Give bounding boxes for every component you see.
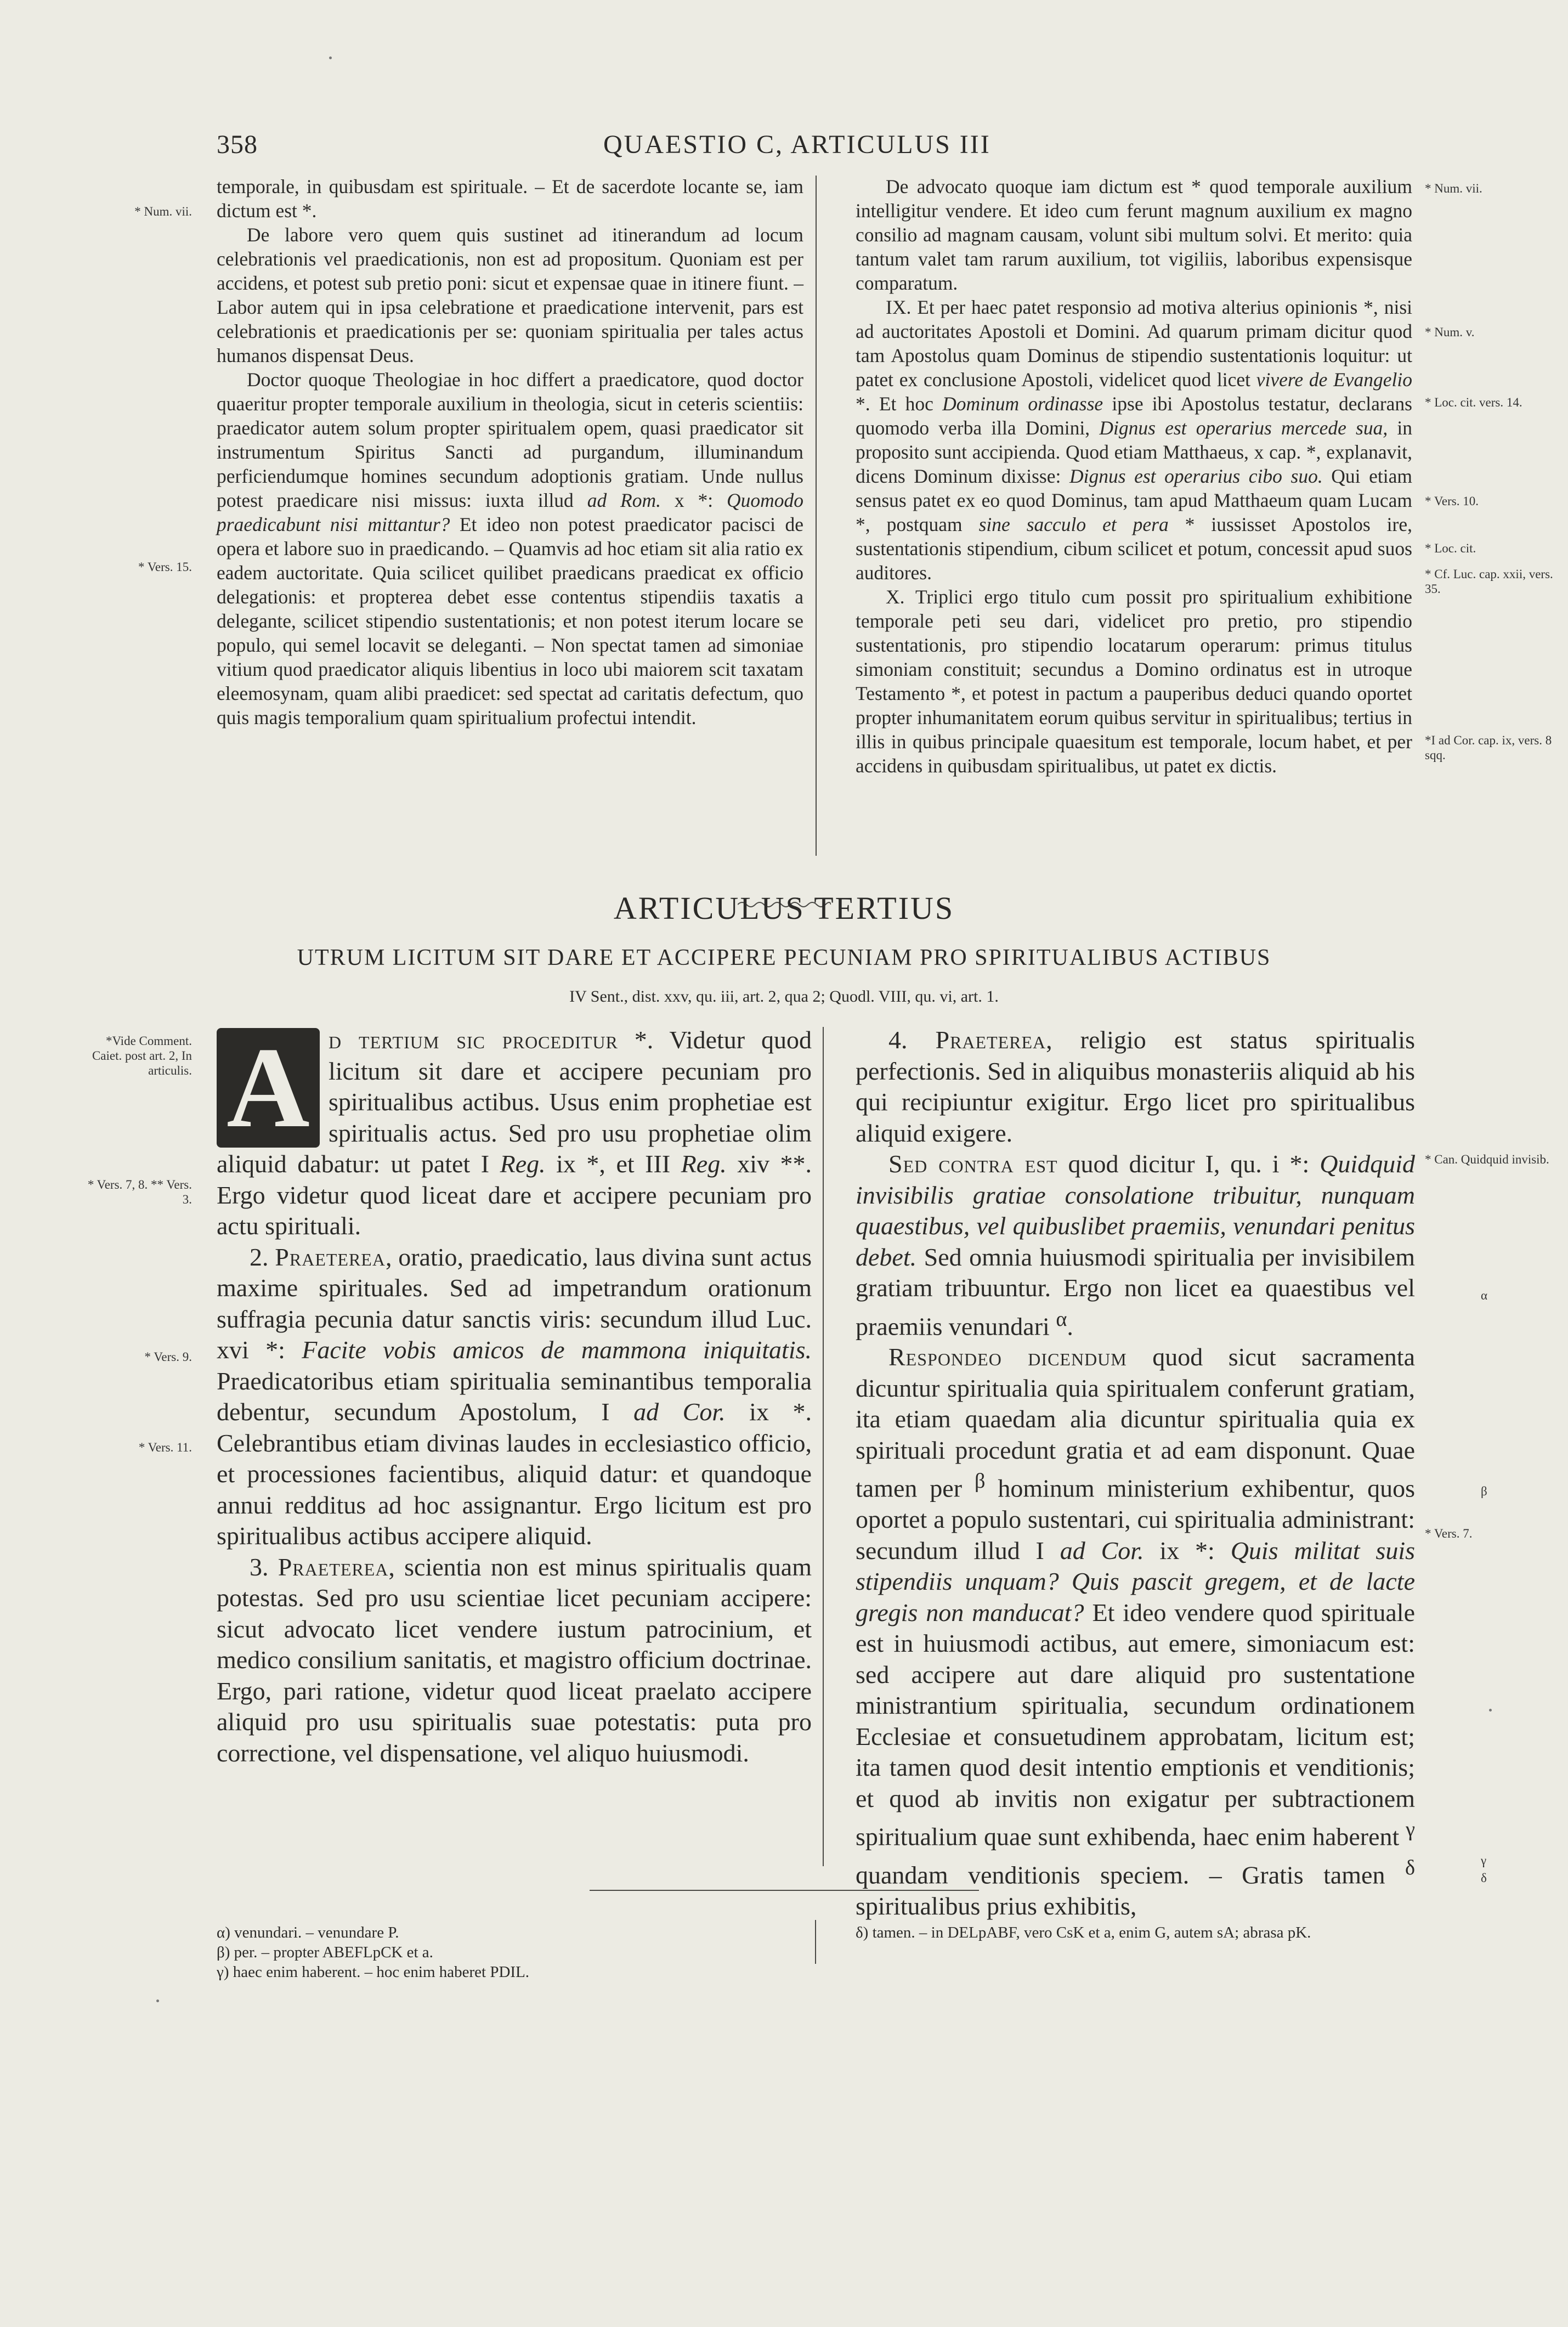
margin-note-right: * Vers. 10. [1425, 494, 1479, 508]
paragraph: Doctor quoque Theologiae in hoc differt a praedicatore, quod doctor quaeritur propter temporale auxilium in theologia, sicut in ceteris scientiis: praedicator autem solum propter spiritualem opem, quasi praedicator sit instrumentum Spiritus Sancti ad purgandum, illuminandum perficiendumque homines secundum adoptionis gratiam. Unde nullus potest praedicare nisi missus: iuxta illud ad Rom. x *: Quomodo praedicabunt nisi mittantur? Et ideo non potest praedicator pacisci de opera et labore suo in praedicando. – Quamvis ad hoc etiam sit alia ratio ex eadem auctoritate. Quia scilicet quilibet praedicans praedicat ex officio delegationis: et propterea debet esse contentus stipendiis taxatis a delegante, scilicet stipendio sustentationis; et non potest iterum locare se populo, qui semel locavit se deleganti. – Non spectat tamen ad simoniae vitium quod praedicator aliquis libentius in loco ubi maiorem scit taxatam eleemosynam, quam alibi praedicet: sed spectat ad caritatis defectum, quo quis magis temporalium quam spiritualium profectui intendit. [217, 369, 803, 728]
footnote: β) per. – propter ABEFLpCK et a. [217, 1944, 433, 1961]
top-right-column [856, 174, 1412, 778]
paragraph: A d tertium sic proceditur *. Videtur quod licitum sit dare et accipere pecuniam pro spiritualibus actibus. Usus enim prophetiae est spiritualis actus. Sed pro usu prophetiae olim aliquid dabatur: ut patet I Reg. ix *, et III Reg. xiv **. Ergo videtur quod liceat dare et accipere pecuniam pro actu spirituali. [217, 1024, 812, 1240]
paragraph: IX. Et per haec patet responsio ad motiva alterius opinionis *, nisi ad auctoritates Apostoli et Domini. Ad quarum primam dicitur quod tam Apostolus quam Dominus de stipendio sustentationis loquitur: ut patet ex conclusione Apostoli, videlicet quod licet vivere de Evangelio *. Et hoc Dominum ordinasse ipse ibi Apostolus testatur, declarans quomodo verba illa Domini, Dignus est operarius mercede sua, in proposito sunt accipienda. Quod etiam Matthaeus, x cap. *, explanavit, dicens Dominum dixisse: Dignus est operarius cibo suo. Qui etiam sensus patet ex eo quod Dominus, tam apud Matthaeum quam Lucam *, postquam sine sacculo et pera * iussisset Apostolos ire, sustentationis stipendium, cibum scilicet et potum, concessit apud suos auditores. [856, 296, 1412, 584]
dropcap-initial: A [217, 1028, 320, 1148]
footnote: γ) haec enim haberent. – hoc enim haberet PDIL. [217, 1963, 530, 1981]
margin-note-right: γ [1481, 1854, 1487, 1867]
main-right-column [856, 1025, 1415, 1922]
speck [156, 2000, 159, 2002]
main-left-column [217, 1025, 812, 1769]
footnote-divider [815, 1920, 816, 1964]
margin-note-right: * Vers. 7. [1425, 1527, 1473, 1540]
margin-note-left: * Vers. 15. [138, 560, 192, 574]
footnotes-left [217, 1923, 801, 1982]
margin-note-right: * Loc. cit. [1425, 541, 1476, 555]
paragraph: X. Triplici ergo titulo cum possit pro spiritualium exhibitione temporale peti seu dari, videlicet pro pretio, pro stipendio sustentationis, pro stipendio locatarum operarum: primus titulus simoniam constituit; secundus a Domino ordinatus est in utroque Testamento *, et potest in pactum a pauperibus deduci quando oportet propter inhumanitatem eorum quibus servitur in spiritualibus; tertius in illis in quibus principale quaesitum est temporale, locum habet, et per accidens in quibusdam spiritualibus, ut patet ex dictis. [856, 586, 1412, 777]
paragraph: 3. Praeterea, scientia non est minus spiritualis quam potestas. Sed pro usu scientiae licet pecuniam accipere: sicut advocato licet vendere iustum patrocinium, et medico consilium sanitatis, et magistro officium doctrinae. Ergo, pari ratione, videtur quod liceat praelato accipere aliquid pro usu spiritualis suae potestatis: puta pro correctione, vel dispensatione, vel aliquo huiusmodi. [217, 1552, 812, 1767]
margin-note-right: * Num. v. [1425, 325, 1475, 339]
article-subtitle: UTRUM LICITUM SIT DARE ET ACCIPERE PECUNIAM PRO SPIRITUALIBUS ACTIBUS [297, 945, 1271, 970]
speck [1489, 1709, 1492, 1712]
running-title: QUAESTIO C, ARTICULUS III [603, 130, 991, 159]
paragraph: De advocato quoque iam dictum est * quod temporale auxilium intelligitur vendere. Et ideo cum ferunt magnum auxilium ex magno consilio ad magnam causam, volunt sibi multum solvi. Et merito: quia tantum valet tam rarum auxilium, tot vigiliis, laboribus expensisque comparatum. [856, 176, 1412, 294]
article-reference: IV Sent., dist. xxv, qu. iii, art. 2, qua 2; Quodl. VIII, qu. vi, art. 1. [569, 987, 999, 1006]
column-divider [816, 176, 817, 856]
margin-note-left: * Vers. 9. [144, 1350, 192, 1364]
margin-note-left: * Vers. 11. [138, 1441, 192, 1454]
footnote-rule [590, 1890, 979, 1891]
margin-note-left: * Num. vii. [134, 205, 192, 218]
page-number: 358 [217, 130, 258, 159]
paragraph: temporale, in quibusdam est spirituale. – Et de sacerdote locante se, iam dictum est *. [217, 176, 803, 222]
margin-note-right: *I ad Cor. cap. ix, vers. 8 sqq. [1425, 733, 1552, 762]
footnotes-right [856, 1923, 1415, 1942]
margin-note-left: * Vers. 7, 8. ** Vers. 3. [87, 1178, 192, 1206]
paragraph: Respondeo dicendum quod sicut sacramenta dicuntur spiritualia quia spiritualem conferunt gratiam, ita etiam quaedam alia dicuntur spiritualia quia ex spirituali procedunt gratia et ad eam disponunt. Quae tamen per $^\beta$ hominum ministerium exhibentur, quos oportet a populo sustentari, cui spiritualia administrant: secundum illud I ad Cor. ix *: Quis militat suis stipendiis unquam? Quis pascit gregem, et de lacte gregis non manducat? Et ideo vendere quod spirituale est in huiusmodi actibus, aut emere, simoniacum est: sed accipere aut dare aliquid pro sustentatione ministrantium spiritualia, secundum ordinationem Ecclesiae et consuetudinem approbatam, licitum est; ita tamen quod desit intentio emptionis et venditionis; et quod ab invitis non exigatur per subtractionem spiritualium quae sunt exhibenda, haec enim haberent $^\gamma$ quandam venditionis speciem. – Gratis tamen $^\delta$ spiritualibus prius exhibitis, [856, 1343, 1416, 1920]
margin-note-right: α [1481, 1289, 1488, 1302]
paragraph: Sed contra est quod dicitur I, qu. i *: Quidquid invisibilis gratiae consolatione tribuitur, nunquam quaestibus, vel quibuslibet praemiis, venundari penitus debet. Sed omnia huiusmodi spiritualia per invisibilem gratiam tribuuntur. Ergo non licet ea quaestibus vel praemiis venundari $^\alpha$. [856, 1150, 1415, 1340]
paragraph: De labore vero quem quis sustinet ad itinerandum ad locum celebrationis vel praedicationis, non est ad propositum. Quoniam est per accidens, et potest sub pretio poni: sicut et expensae quae in itinere fiunt. – Labor autem qui in ipsa celebratione et praedicatione intervenit, pars est celebrationis et praedicationis per se: quoniam spiritualia per tales actus humanos dispensat Deus. [217, 224, 803, 366]
margin-note-right: β [1481, 1484, 1487, 1498]
margin-note-right: * Can. Quidquid invisib. [1425, 1153, 1549, 1166]
margin-note-right: * Num. vii. [1425, 182, 1482, 195]
speck [329, 57, 332, 59]
top-left-column [217, 174, 803, 730]
margin-note-right: δ [1481, 1871, 1487, 1885]
margin-note-right: * Loc. cit. vers. 14. [1425, 396, 1522, 409]
margin-note-right: * Cf. Luc. cap. xxii, vers. 35. [1425, 567, 1553, 596]
paragraph: 2. Praeterea, oratio, praedicatio, laus divina sunt actus maxime spirituales. Sed ad impetrandum orationum suffragia pecunia datur sanctis viris: secundum illud Luc. xvi *: Facite vobis amicos de mammona iniquitatis. Praedicatoribus etiam spiritualia seminantibus temporalia debentur, secundum Apostolum, I ad Cor. ix *. Celebrantibus etiam divinas laudes in ecclesiastico officio, et processiones facientibus, aliquid datur: et quandoque annui redditus ad hoc assignantur. Ergo licitum est pro spiritualibus actibus accipere aliquid. [217, 1242, 812, 1550]
column-divider [823, 1027, 824, 1866]
paragraph: 4. Praeterea, religio est status spiritualis perfectionis. Sed in aliquibus monasteriis aliquid ab his qui recipiuntur exigitur. Ergo licet pro spiritualibus aliquid exigere. [856, 1026, 1415, 1147]
margin-note-left: *Vide Comment. Caiet. post art. 2, In articulis. [92, 1034, 192, 1077]
footnote: δ) tamen. – in DELpABF, vero CsK et a, enim G, autem sA; abrasa pK. [856, 1924, 1311, 1941]
footnote: α) venundari. – venundare P. [217, 1924, 399, 1941]
article-title: ARTICULUS TERTIUS [613, 890, 955, 926]
